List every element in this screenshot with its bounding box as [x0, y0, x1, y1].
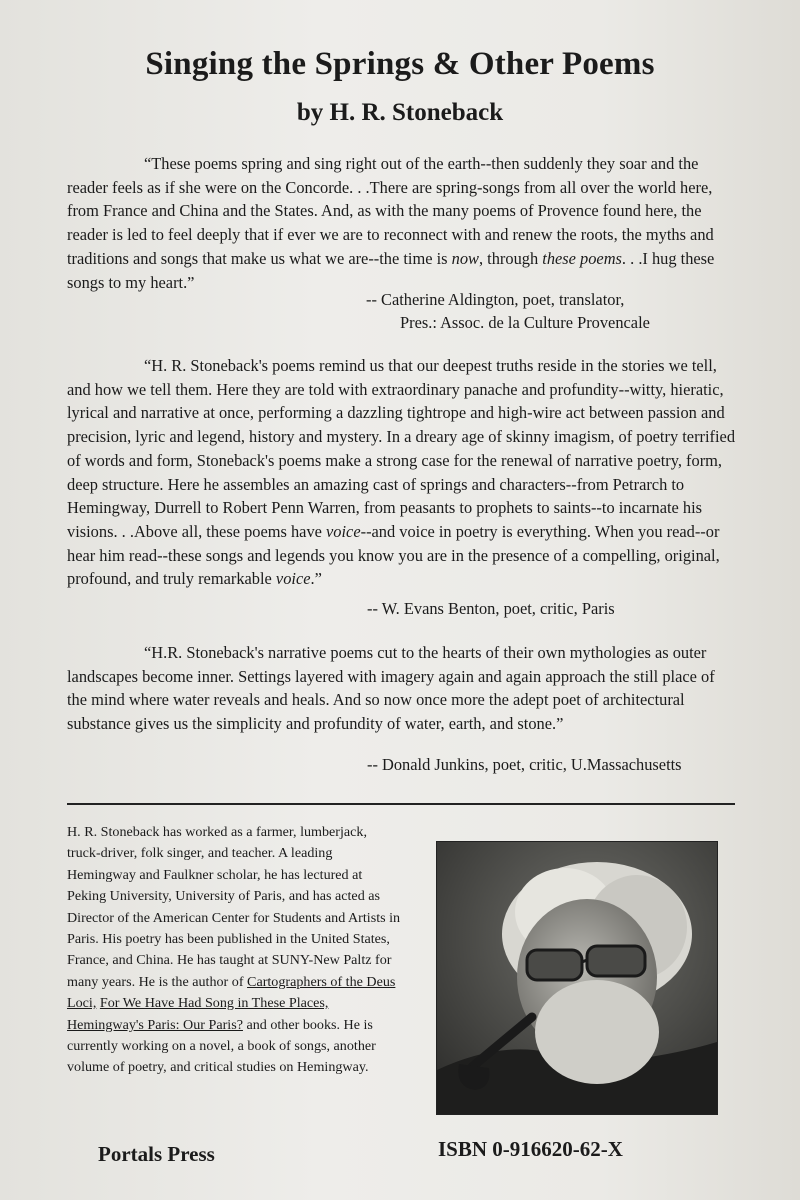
- blurb-quote-1: [67, 152, 737, 294]
- author-photo: [436, 841, 718, 1115]
- author-bio: [67, 822, 402, 1079]
- publisher-name: Portals Press: [98, 1142, 215, 1166]
- quote-text: .”: [310, 569, 322, 589]
- blurb-quote-3: [67, 641, 737, 736]
- blurb-attribution-3: -- Donald Junkins, poet, critic, U.Massachusetts: [367, 755, 682, 774]
- blurb-attribution-1-line-2: Pres.: Assoc. de la Culture Provencale: [400, 313, 650, 332]
- quote-emphasis: voice: [275, 569, 311, 589]
- quote-emphasis: these poems: [542, 248, 622, 268]
- quote-text: --and voice in poetry is everything. When you read--or hear him read--these songs and legends you know you are in the presence of a compelling, original, profound, and truly remarkable: [67, 521, 720, 589]
- quote-emphasis: voice: [326, 521, 361, 541]
- quote-emphasis: now: [451, 248, 479, 268]
- book-hemingways-paris: Hemingway's Paris: Our Paris?: [67, 1016, 243, 1033]
- book-we-have-had-song: For We Have Had Song in These Places,: [99, 995, 329, 1012]
- quote-text: “H.R. Stoneback's narrative poems cut to the hearts of their own mythologies as outer landscapes become inner. Settings layered with imagery again and again approach the still place of the mind where water reveals and heals. And so now once more the adept poet of architectural substance gives us the simplicity and profundity of water, earth, and stone.”: [67, 643, 715, 734]
- author-portrait-image: [437, 842, 717, 1114]
- bio-tail: and other books. He is currently working on a novel, a book of songs, another volume of poetry, and critical studies on Hemingway.: [67, 1016, 376, 1076]
- blurb-attribution-2: -- W. Evans Benton, poet, critic, Paris: [367, 599, 615, 618]
- book-author: by H. R. Stoneback: [296, 99, 504, 126]
- quote-text: . . .I hug these songs to my heart.”: [67, 248, 715, 292]
- blurb-attribution-1: -- Catherine Aldington, poet, translator,: [366, 290, 625, 309]
- quote-text: “H. R. Stoneback's poems remind us that our deepest truths reside in the stories we tell, and how we tell them. Here they are told with extraordinary panache and profundity--witty, hieratic, lyrical and narrative at once, performing a dazzling tightrope and high-wire act between passion and precision, lyric and legend, history and mystery. In a dreary age of skinny imagism, of poetry terrified of words and form, Stoneback's poems make a strong case for the renewal of narrative poetry, form, deep structure. Here he assembles an amazing cast of springs and characters--from Petrarch to Hemingway, Durrell to Robert Penn Warren, from peasants to prophets to saints--to incarnate his visions. . .Above all, these poems have: [67, 356, 736, 541]
- book-title: Singing the Springs & Other Poems: [145, 46, 655, 82]
- quote-text: , through: [478, 248, 543, 268]
- book-cartographers: Cartographers of the Deus Loci,: [67, 973, 396, 1012]
- divider-rule: [67, 803, 735, 805]
- isbn-number: ISBN 0-916620-62-X: [438, 1137, 623, 1161]
- blurb-quote-2: [67, 354, 737, 591]
- bio-text: H. R. Stoneback has worked as a farmer, lumberjack, truck-driver, folk singer, and teacher. A leading Hemingway and Faulkner scholar, he has lectured at Peking University, University of Paris, and has acted as Director of the American Center for Students and Artists in Paris. His poetry has been published in the United States, France, and China. He has taught at SUNY-New Paltz for many years. He is the author of: [67, 824, 401, 990]
- quote-text: “These poems spring and sing right out of the earth--then suddenly they soar and the reader feels as if she were on the Concorde. . .There are spring-songs from all over the world here, from France and China and the States. And, as with the many poems of Provence found here, the reader is led to feel deeply that if ever we are to reconnect with and renew the roots, the myths and traditions and songs that make us what we are--the time is: [67, 154, 714, 268]
